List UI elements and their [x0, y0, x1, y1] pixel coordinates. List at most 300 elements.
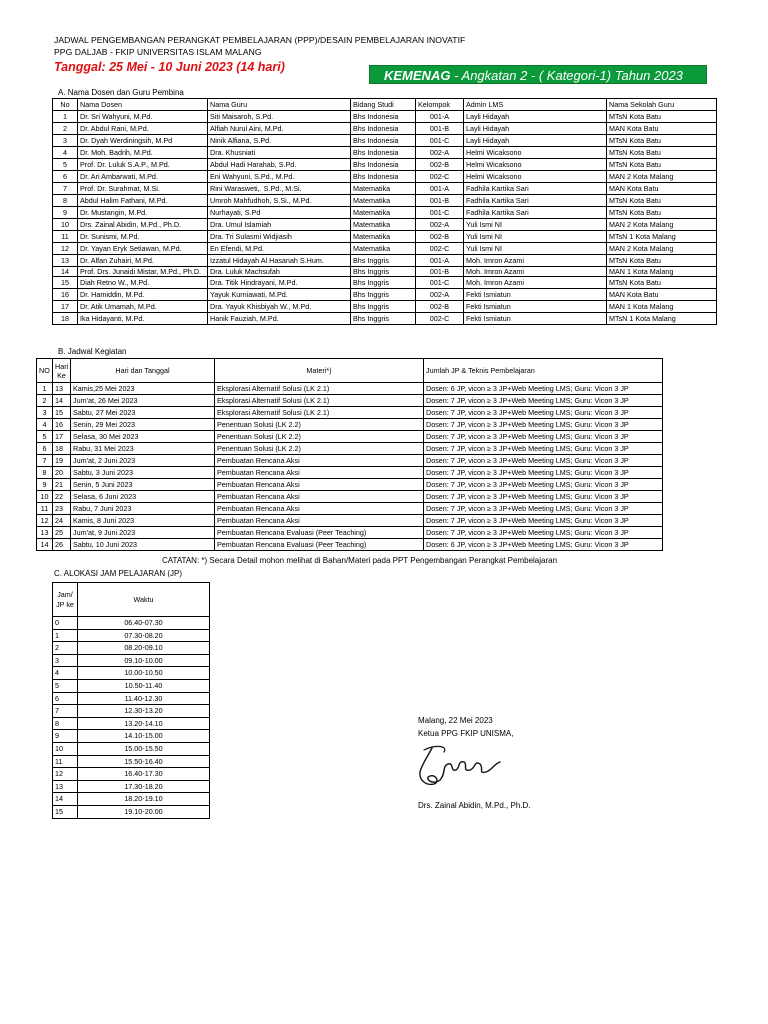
table-b-cell: 14 — [37, 539, 53, 551]
table-a-cell: MTsN Kota Batu — [607, 135, 717, 147]
table-b-cell: Penentuan Solusi (LK 2.2) — [215, 443, 424, 455]
table-a-cell: Dr. Moh. Badrih, M.Pd. — [78, 147, 208, 159]
table-b-cell: 16 — [53, 419, 71, 431]
table-row — [53, 231, 717, 243]
table-row — [37, 395, 663, 407]
table-row — [53, 147, 717, 159]
table-b-cell: 10 — [37, 491, 53, 503]
table-b-cell: Senin, 29 Mei 2023 — [71, 419, 215, 431]
table-c-cell: 13 — [53, 780, 78, 793]
table-row — [53, 780, 210, 793]
table-a-cell: Umroh Mahfudhoh, S.Si., M.Pd. — [208, 195, 351, 207]
table-a-header: Kelompok — [416, 99, 464, 111]
table-a-cell: Abdul Hadi Harahab, S.Pd. — [208, 159, 351, 171]
table-b-cell: Dosen: 7 JP, vicon ≥ 3 JP+Web Meeting LMS; Guru: Vicon 3 JP — [424, 479, 663, 491]
table-row — [37, 479, 663, 491]
table-a-cell: MAN Kota Batu — [607, 289, 717, 301]
table-a-cell: Bhs Indonesia — [351, 135, 416, 147]
table-row — [53, 642, 210, 655]
table-a-cell: MTsN 1 Kota Malang — [607, 231, 717, 243]
table-a-cell: 002-A — [416, 289, 464, 301]
table-b-cell: Dosen: 6 JP, vicon ≥ 3 JP+Web Meeting LMS; Guru: Vicon 3 JP — [424, 383, 663, 395]
table-a-cell: Moh. Imron Azami — [464, 277, 607, 289]
table-b-cell: Eksplorasi Alternatif Solusi (LK 2.1) — [215, 395, 424, 407]
section-c-title: C. ALOKASI JAM PELAJARAN (JP) — [54, 569, 183, 578]
doc-title: JADWAL PENGEMBANGAN PERANGKAT PEMBELAJARAN (PPP)/DESAIN PEMBELAJARAN INOVATIF — [54, 35, 466, 45]
table-a-cell: Dra. Yayuk Khisbiyah W., M.Pd. — [208, 301, 351, 313]
table-a-cell: 3 — [53, 135, 78, 147]
table-a-cell: Bhs Inggris — [351, 277, 416, 289]
table-a-cell: Fadhila Kartika Sari — [464, 183, 607, 195]
table-a-header: Admin LMS — [464, 99, 607, 111]
table-b-cell: Sabtu, 10 Juni 2023 — [71, 539, 215, 551]
table-b-cell: Dosen: 7 JP, vicon ≥ 3 JP+Web Meeting LMS; Guru: Vicon 3 JP — [424, 491, 663, 503]
table-b-cell: Dosen: 7 JP, vicon ≥ 3 JP+Web Meeting LMS; Guru: Vicon 3 JP — [424, 431, 663, 443]
table-a-cell: Matematika — [351, 231, 416, 243]
table-a-cell: 2 — [53, 123, 78, 135]
table-c-cell: 10.50-11.40 — [78, 679, 210, 692]
banner-text: - Angkatan 2 - ( Kategori-1) Tahun 2023 — [450, 68, 683, 83]
table-a-cell: 001-A — [416, 255, 464, 267]
table-a-cell: 11 — [53, 231, 78, 243]
table-a-cell: Fadhila Kartika Sari — [464, 207, 607, 219]
table-a-header: Bidang Studi — [351, 99, 416, 111]
table-a-cell: MAN 1 Kota Malang — [607, 301, 717, 313]
table-a-cell: 001-C — [416, 277, 464, 289]
table-b-cell: Dosen: 7 JP, vicon ≥ 3 JP+Web Meeting LMS; Guru: Vicon 3 JP — [424, 515, 663, 527]
table-a-cell: Yayuk Kurniawati, M.Pd. — [208, 289, 351, 301]
table-a-cell: Ninik Alfiana, S.Pd. — [208, 135, 351, 147]
table-c-cell: 11.40-12.30 — [78, 692, 210, 705]
table-a-cell: Diah Retno W., M.Pd. — [78, 277, 208, 289]
table-c-cell: 1 — [53, 629, 78, 642]
table-a-cell: 001-A — [416, 111, 464, 123]
table-c-cell: 08.20-09.10 — [78, 642, 210, 655]
table-b-cell: 1 — [37, 383, 53, 395]
table-a-cell: Fekti Ismiatun — [464, 289, 607, 301]
table-a-cell: 002-B — [416, 301, 464, 313]
table-c-cell: 07.30-08.20 — [78, 629, 210, 642]
table-row — [53, 742, 210, 755]
table-a-cell: Matematika — [351, 183, 416, 195]
table-a-cell: Prof. Dr. Surahmat, M.Si. — [78, 183, 208, 195]
table-a-cell: Dra. Titik Hindrayani, M.Pd. — [208, 277, 351, 289]
table-row — [53, 135, 717, 147]
table-c-cell: 15 — [53, 805, 78, 818]
table-a-cell: Dr. Sunismi, M.Pd. — [78, 231, 208, 243]
table-b-cell: Eksplorasi Alternatif Solusi (LK 2.1) — [215, 383, 424, 395]
table-a-cell: 002-C — [416, 171, 464, 183]
table-b-cell: 8 — [37, 467, 53, 479]
table-c-cell: 17.30-18.20 — [78, 780, 210, 793]
section-a-title: A. Nama Dosen dan Guru Pembina — [58, 88, 184, 97]
table-a-cell: Matematika — [351, 207, 416, 219]
table-row — [53, 805, 210, 818]
table-a-cell: Dr. Yayan Eryk Setiawan, M.Pd. — [78, 243, 208, 255]
table-a-cell: 14 — [53, 267, 78, 277]
table-a-cell: Prof. Dr. Luluk S.A.P., M.Pd. — [78, 159, 208, 171]
table-a-cell: 9 — [53, 207, 78, 219]
table-b-cell: Pembuatan Rencana Aksi — [215, 455, 424, 467]
table-a-cell: Bhs Indonesia — [351, 123, 416, 135]
table-a-cell: MAN Kota Batu — [607, 123, 717, 135]
table-a-cell: Prof. Drs. Junaidi Mistar, M.Pd., Ph.D. — [78, 267, 208, 277]
table-row — [53, 111, 717, 123]
table-a-cell: MTsN Kota Batu — [607, 195, 717, 207]
table-b-cell: Selasa, 30 Mei 2023 — [71, 431, 215, 443]
table-row — [37, 539, 663, 551]
table-a-cell: Matematika — [351, 243, 416, 255]
table-a-cell: Moh. Imron Azami — [464, 267, 607, 277]
table-b-cell: Dosen: 7 JP, vicon ≥ 3 JP+Web Meeting LMS; Guru: Vicon 3 JP — [424, 527, 663, 539]
table-a-cell: MAN 2 Kota Malang — [607, 219, 717, 231]
table-b-header: Jumlah JP & Teknis Pembelajaran — [424, 359, 663, 383]
table-a-cell: Dr. Alfan Zuhairi, M.Pd. — [78, 255, 208, 267]
table-a-cell: MAN Kota Batu — [607, 183, 717, 195]
table-c-cell: 4 — [53, 667, 78, 680]
table-c-cell: 8 — [53, 717, 78, 730]
kemenag-banner — [369, 65, 707, 84]
table-a-cell: 001-C — [416, 207, 464, 219]
signature-place-date: Malang, 22 Mei 2023 — [418, 716, 493, 725]
table-row — [37, 455, 663, 467]
table-a-cell: En Efendi, M.Pd. — [208, 243, 351, 255]
table-row — [53, 195, 717, 207]
table-b-cell: 13 — [37, 527, 53, 539]
table-b-cell: 14 — [53, 395, 71, 407]
table-b-cell: Senin, 5 Juni 2023 — [71, 479, 215, 491]
table-a-cell: 001-C — [416, 135, 464, 147]
table-b-cell: Selasa, 6 Juni 2023 — [71, 491, 215, 503]
table-a-cell: Bhs Indonesia — [351, 159, 416, 171]
table-a-cell: Dr. Atik Umamah, M.Pd. — [78, 301, 208, 313]
table-c-cell: 19.10-20.00 — [78, 805, 210, 818]
jadwal-kegiatan-table — [36, 358, 663, 551]
table-a-cell: 002-C — [416, 313, 464, 325]
table-a-cell: 001-A — [416, 183, 464, 195]
table-row — [53, 679, 210, 692]
table-c-cell: 15.50-16.40 — [78, 755, 210, 768]
table-row — [37, 467, 663, 479]
table-a-cell: 4 — [53, 147, 78, 159]
table-a-cell: 002-A — [416, 219, 464, 231]
table-b-cell: Jum'at, 26 Mei 2023 — [71, 395, 215, 407]
table-a-cell: 17 — [53, 301, 78, 313]
table-a-cell: Helmi Wicaksono — [464, 171, 607, 183]
table-row — [53, 219, 717, 231]
table-a-cell: Bhs Inggris — [351, 301, 416, 313]
table-b-cell: Pembuatan Rencana Aksi — [215, 467, 424, 479]
table-a-cell: Bhs Indonesia — [351, 111, 416, 123]
dosen-guru-table — [52, 98, 717, 325]
table-a-cell: 001-B — [416, 267, 464, 277]
table-a-cell: Dr. Dyah Werdiningsih, M.Pd — [78, 135, 208, 147]
table-a-cell: Eni Wahyuni, S.Pd., M.Pd. — [208, 171, 351, 183]
table-a-cell: 12 — [53, 243, 78, 255]
table-row — [37, 419, 663, 431]
table-b-cell: 2 — [37, 395, 53, 407]
table-b-cell: Pembuatan Rencana Evaluasi (Peer Teaching) — [215, 539, 424, 551]
table-a-cell: 002-A — [416, 147, 464, 159]
table-c-cell: 14.10-15.00 — [78, 730, 210, 743]
table-row — [53, 243, 717, 255]
table-b-cell: Pembuatan Rencana Aksi — [215, 503, 424, 515]
table-c-cell: 3 — [53, 654, 78, 667]
table-b-cell: Dosen: 7 JP, vicon ≥ 3 JP+Web Meeting LMS; Guru: Vicon 3 JP — [424, 443, 663, 455]
table-c-cell: 11 — [53, 755, 78, 768]
table-a-cell: MTsN 1 Kota Malang — [607, 313, 717, 325]
table-c-cell: 5 — [53, 679, 78, 692]
table-a-header: Nama Dosen — [78, 99, 208, 111]
table-a-header: Nama Sekolah Guru — [607, 99, 717, 111]
table-row — [37, 383, 663, 395]
table-b-cell: Pembuatan Rencana Aksi — [215, 515, 424, 527]
table-row — [53, 183, 717, 195]
table-a-cell: Bhs Inggris — [351, 255, 416, 267]
table-c-cell: 16.40-17.30 — [78, 768, 210, 781]
table-c-cell: 12.30-13.20 — [78, 705, 210, 718]
table-a-cell: 6 — [53, 171, 78, 183]
table-row — [53, 617, 210, 630]
catatan-note: CATATAN: *) Secara Detail mohon melihat di Bahan/Materi pada PPT Pengembangan Perangkat Pembelajaran — [162, 556, 558, 565]
table-b-cell: 21 — [53, 479, 71, 491]
table-b-cell: 6 — [37, 443, 53, 455]
table-a-cell: 8 — [53, 195, 78, 207]
table-c-cell: 06.40-07.30 — [78, 617, 210, 630]
table-a-cell: 5 — [53, 159, 78, 171]
date-range: Tanggal: 25 Mei - 10 Juni 2023 (14 hari) — [54, 60, 285, 74]
table-a-cell: MAN 1 Kota Malang — [607, 267, 717, 277]
table-row — [37, 443, 663, 455]
table-a-cell: Hanik Fauziah, M.Pd. — [208, 313, 351, 325]
banner-bold: KEMENAG — [384, 68, 451, 83]
table-a-cell: Siti Maisaroh, S.Pd. — [208, 111, 351, 123]
table-row — [53, 629, 210, 642]
table-b-cell: 7 — [37, 455, 53, 467]
table-a-cell: Abdul Halim Fathani, M.Pd. — [78, 195, 208, 207]
table-a-cell: Yuli Ismi NI — [464, 243, 607, 255]
table-c-cell: 9 — [53, 730, 78, 743]
table-b-cell: 4 — [37, 419, 53, 431]
table-b-cell: Dosen: 7 JP, vicon ≥ 3 JP+Web Meeting LMS; Guru: Vicon 3 JP — [424, 455, 663, 467]
table-a-cell: 001-B — [416, 195, 464, 207]
table-a-cell: Bhs Indonesia — [351, 147, 416, 159]
table-a-header: Nama Guru — [208, 99, 351, 111]
table-row — [53, 267, 717, 277]
table-a-cell: Helmi Wicaksono — [464, 147, 607, 159]
table-a-cell: 16 — [53, 289, 78, 301]
table-a-cell: MTsN Kota Batu — [607, 277, 717, 289]
table-row — [53, 123, 717, 135]
table-row — [37, 503, 663, 515]
table-row — [53, 654, 210, 667]
table-a-cell: MTsN Kota Batu — [607, 207, 717, 219]
table-a-header: No — [53, 99, 78, 111]
table-a-cell: Layli Hidayah — [464, 123, 607, 135]
table-b-header: Hari Ke — [53, 359, 71, 383]
table-a-cell: 002-B — [416, 231, 464, 243]
table-b-cell: Sabtu, 27 Mei 2023 — [71, 407, 215, 419]
table-a-cell: Fekti Ismiatun — [464, 301, 607, 313]
table-a-cell: Moh. Imron Azami — [464, 255, 607, 267]
table-b-cell: 22 — [53, 491, 71, 503]
table-b-cell: Penentuan Solusi (LK 2.2) — [215, 419, 424, 431]
table-a-cell: Matematika — [351, 195, 416, 207]
table-row — [53, 313, 717, 325]
table-b-cell: Pembuatan Rencana Evaluasi (Peer Teaching) — [215, 527, 424, 539]
table-a-cell: Yuli Ismi NI — [464, 219, 607, 231]
table-a-cell: Alfiah Nurul Aini, M.Pd. — [208, 123, 351, 135]
table-b-cell: Kamis,25 Mei 2023 — [71, 383, 215, 395]
table-b-cell: 26 — [53, 539, 71, 551]
table-c-cell: 6 — [53, 692, 78, 705]
table-b-cell: 9 — [37, 479, 53, 491]
table-a-cell: Drs. Zainal Abidin, M.Pd., Ph.D. — [78, 219, 208, 231]
table-c-cell: 10.00-10.50 — [78, 667, 210, 680]
table-b-cell: 23 — [53, 503, 71, 515]
table-b-cell: 20 — [53, 467, 71, 479]
table-row — [53, 705, 210, 718]
table-c-cell: 15.00-15.50 — [78, 742, 210, 755]
table-b-cell: 11 — [37, 503, 53, 515]
table-a-cell: MTsN Kota Batu — [607, 255, 717, 267]
table-a-cell: Bhs Indonesia — [351, 171, 416, 183]
table-a-cell: Ika Hidayanti, M.Pd. — [78, 313, 208, 325]
table-a-cell: Bhs Inggris — [351, 313, 416, 325]
table-b-cell: Rabu, 31 Mei 2023 — [71, 443, 215, 455]
table-c-cell: 18.20-19.10 — [78, 793, 210, 806]
table-b-cell: 15 — [53, 407, 71, 419]
table-a-cell: Nurhayati, S.Pd — [208, 207, 351, 219]
table-row — [37, 407, 663, 419]
table-b-header: NO — [37, 359, 53, 383]
table-b-cell: 5 — [37, 431, 53, 443]
table-row — [53, 667, 210, 680]
table-row — [53, 730, 210, 743]
table-row — [53, 717, 210, 730]
table-a-cell: 13 — [53, 255, 78, 267]
table-row — [53, 692, 210, 705]
table-a-cell: 7 — [53, 183, 78, 195]
table-row — [37, 515, 663, 527]
table-a-cell: Dr. Abdul Rani, M.Pd. — [78, 123, 208, 135]
table-row — [53, 171, 717, 183]
table-row — [53, 768, 210, 781]
table-row — [53, 289, 717, 301]
table-a-cell: Dr. Hamiddin, M.Pd. — [78, 289, 208, 301]
table-a-cell: Fadhila Kartika Sari — [464, 195, 607, 207]
table-row — [53, 755, 210, 768]
table-c-cell: 2 — [53, 642, 78, 655]
table-row — [37, 527, 663, 539]
table-a-cell: Helmi Wicaksono — [464, 159, 607, 171]
table-b-cell: 17 — [53, 431, 71, 443]
handwritten-signature — [414, 742, 504, 792]
table-a-cell: MAN 2 Kota Malang — [607, 171, 717, 183]
table-row — [53, 793, 210, 806]
table-b-cell: 3 — [37, 407, 53, 419]
table-b-cell: Penentuan Solusi (LK 2.2) — [215, 431, 424, 443]
table-a-cell: Bhs Inggris — [351, 267, 416, 277]
table-row — [53, 255, 717, 267]
table-b-cell: Dosen: 7 JP, vicon ≥ 3 JP+Web Meeting LMS; Guru: Vicon 3 JP — [424, 467, 663, 479]
table-a-cell: Dr. Ari Ambarwati, M.Pd. — [78, 171, 208, 183]
table-a-cell: Fekti Ismiatun — [464, 313, 607, 325]
table-a-cell: Yuli Ismi NI — [464, 231, 607, 243]
alokasi-jp-table — [52, 582, 210, 819]
table-a-cell: 10 — [53, 219, 78, 231]
table-a-cell: Dra. Umul Islamiah — [208, 219, 351, 231]
table-a-cell: 18 — [53, 313, 78, 325]
table-a-cell: 001-B — [416, 123, 464, 135]
table-a-cell: MTsN Kota Batu — [607, 111, 717, 123]
table-a-cell: Izzatul Hidayah Al Hasanah S.Hum. — [208, 255, 351, 267]
table-a-cell: MTsN Kota Batu — [607, 159, 717, 171]
table-row — [37, 431, 663, 443]
table-c-cell: 14 — [53, 793, 78, 806]
table-a-cell: 1 — [53, 111, 78, 123]
table-b-header: Hari dan Tanggal — [71, 359, 215, 383]
table-b-cell: 25 — [53, 527, 71, 539]
table-a-cell: Dra. Luluk Machsufah — [208, 267, 351, 277]
table-b-cell: Jum'at, 9 Juni 2023 — [71, 527, 215, 539]
table-b-cell: Kamis, 8 Juni 2023 — [71, 515, 215, 527]
table-a-cell: Layli Hidayah — [464, 135, 607, 147]
table-b-cell: Dosen: 6 JP, vicon ≥ 3 JP+Web Meeting LMS; Guru: Vicon 3 JP — [424, 539, 663, 551]
table-a-cell: 15 — [53, 277, 78, 289]
table-c-cell: 13.20-14.10 — [78, 717, 210, 730]
table-b-header: Materi*) — [215, 359, 424, 383]
table-row — [37, 491, 663, 503]
table-b-cell: 18 — [53, 443, 71, 455]
signature-role: Ketua PPG FKIP UNISMA, — [418, 729, 514, 738]
table-b-cell: Rabu, 7 Juni 2023 — [71, 503, 215, 515]
table-row — [53, 207, 717, 219]
table-row — [53, 277, 717, 289]
table-row — [53, 159, 717, 171]
table-b-cell: Jum'at, 2 Juni 2023 — [71, 455, 215, 467]
table-b-cell: Eksplorasi Alternatif Solusi (LK 2.1) — [215, 407, 424, 419]
signature-name: Drs. Zainal Abidin, M.Pd., Ph.D. — [418, 801, 531, 810]
table-c-cell: 09.10-10.00 — [78, 654, 210, 667]
table-a-cell: 002-C — [416, 243, 464, 255]
table-a-cell: Dr. Mustangin, M.Pd. — [78, 207, 208, 219]
table-b-cell: 12 — [37, 515, 53, 527]
table-c-cell: 0 — [53, 617, 78, 630]
table-a-cell: Dra. Tri Sulasmi Widjiasih — [208, 231, 351, 243]
table-b-cell: 19 — [53, 455, 71, 467]
table-a-cell: Layli Hidayah — [464, 111, 607, 123]
section-b-title: B. Jadwal Kegiatan — [58, 347, 127, 356]
table-a-cell: 002-B — [416, 159, 464, 171]
table-b-cell: Dosen: 7 JP, vicon ≥ 3 JP+Web Meeting LMS; Guru: Vicon 3 JP — [424, 395, 663, 407]
table-c-cell: 10 — [53, 742, 78, 755]
table-a-cell: MTsN Kota Batu — [607, 147, 717, 159]
table-b-cell: Dosen: 7 JP, vicon ≥ 3 JP+Web Meeting LMS; Guru: Vicon 3 JP — [424, 503, 663, 515]
table-b-cell: Sabtu, 3 Juni 2023 — [71, 467, 215, 479]
table-row — [53, 301, 717, 313]
table-b-cell: Dosen: 7 JP, vicon ≥ 3 JP+Web Meeting LMS; Guru: Vicon 3 JP — [424, 419, 663, 431]
table-a-cell: Dra. Khusniati — [208, 147, 351, 159]
table-a-cell: Rini Warasweti,. S.Pd., M.Si. — [208, 183, 351, 195]
table-b-cell: 13 — [53, 383, 71, 395]
table-a-cell: Bhs Inggris — [351, 289, 416, 301]
table-a-cell: Matematika — [351, 219, 416, 231]
table-c-cell: 12 — [53, 768, 78, 781]
table-c-header: Jam/ JP ke — [53, 583, 78, 617]
table-a-cell: Dr. Sri Wahyuni, M.Pd. — [78, 111, 208, 123]
table-c-header: Waktu — [78, 583, 210, 617]
